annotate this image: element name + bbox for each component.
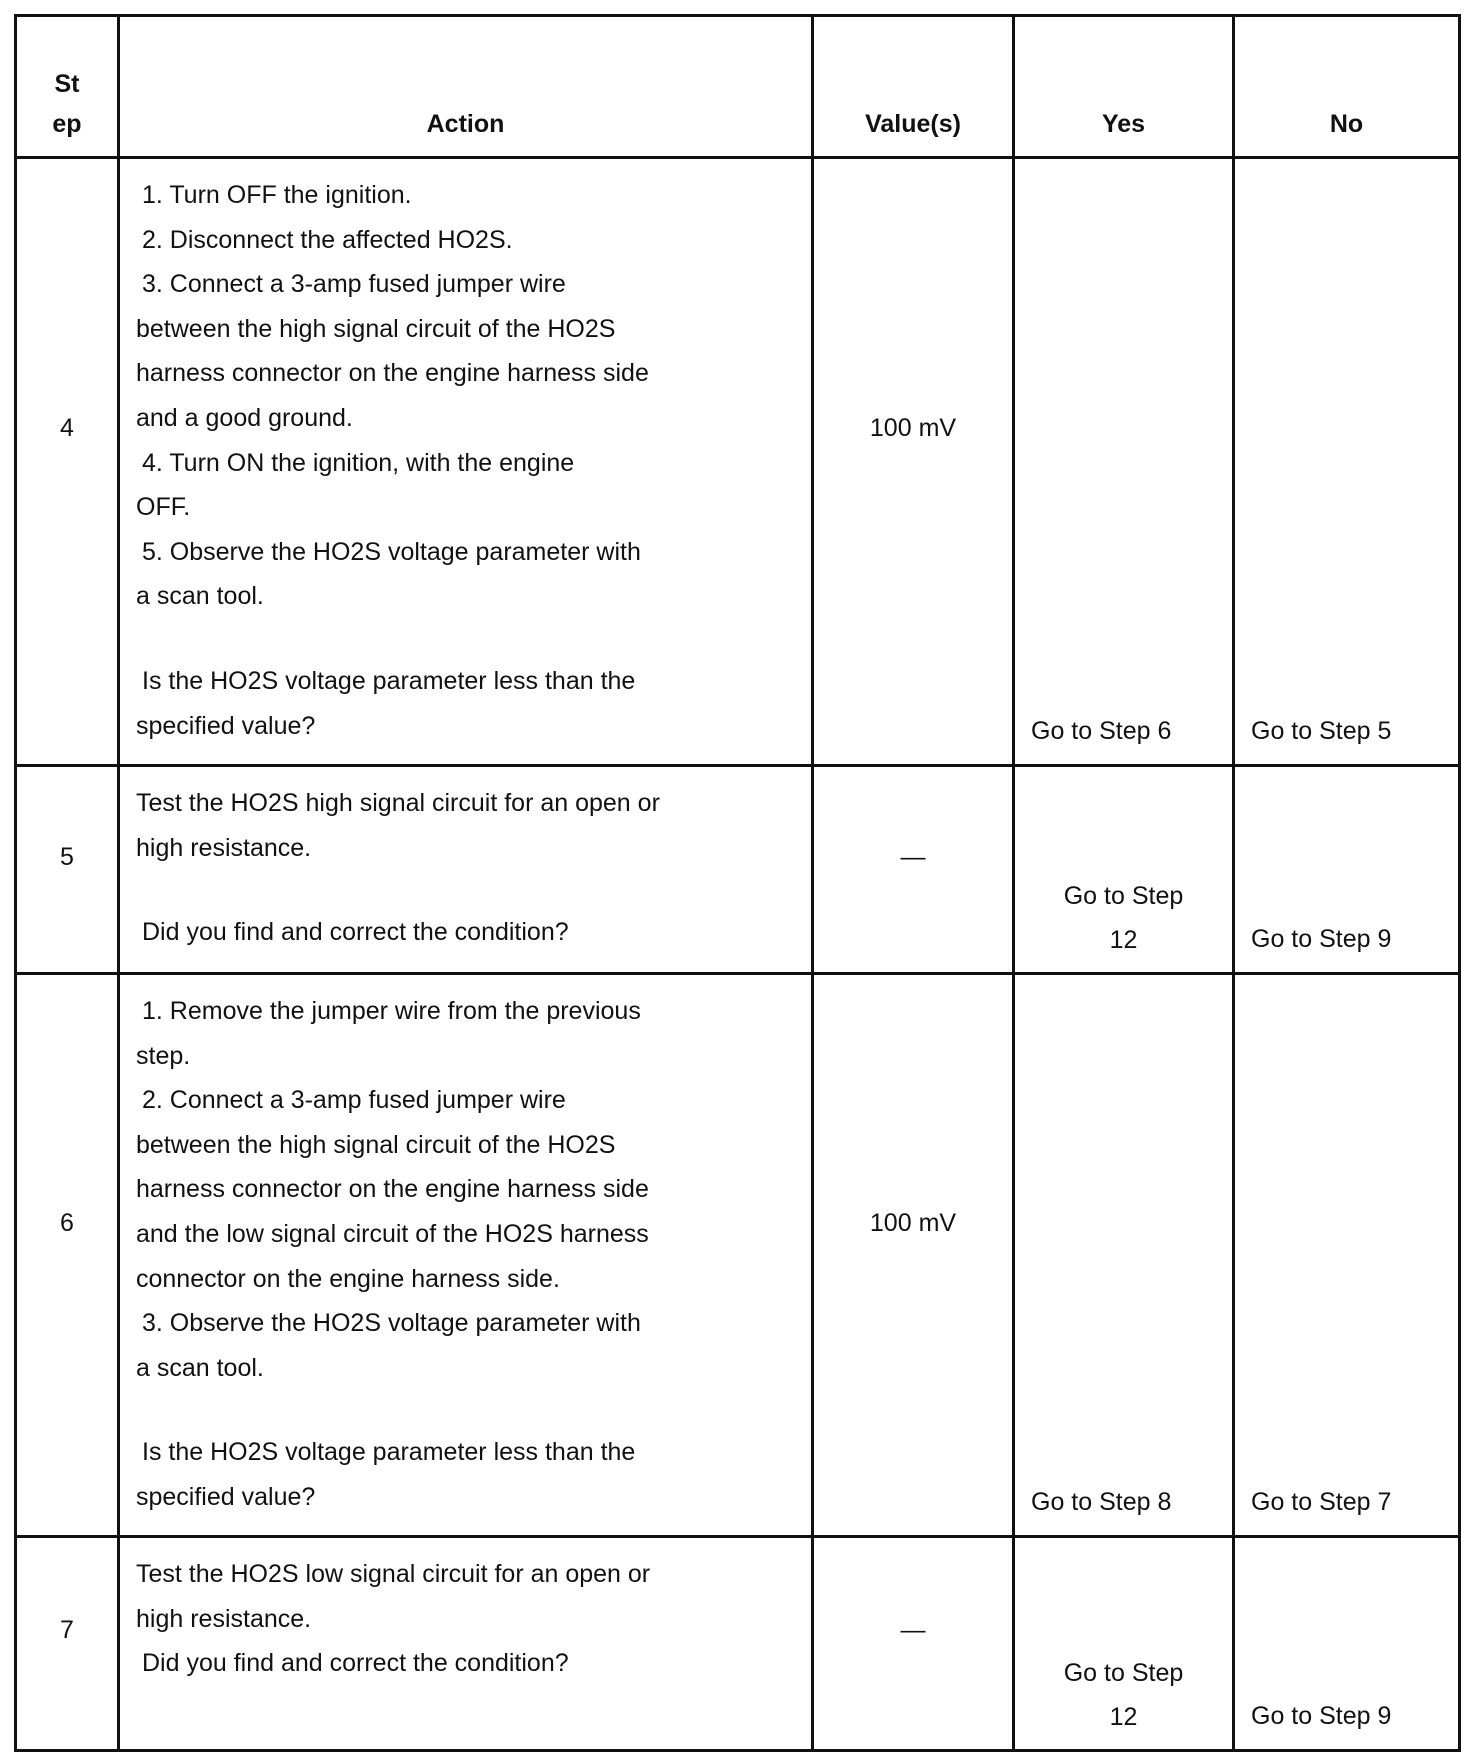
step-number: 7 — [60, 1616, 74, 1644]
step-number: 5 — [60, 843, 74, 871]
step-number: 6 — [60, 1209, 74, 1237]
value-cell — [813, 158, 1014, 766]
action-line: connector on the engine harness side. — [136, 1264, 560, 1293]
value-cell — [813, 766, 1014, 974]
yes-link[interactable] — [1015, 874, 1232, 962]
no-cell — [1234, 766, 1460, 974]
action-line: 2. Connect a 3-amp fused jumper wire — [142, 1086, 566, 1115]
yes-cell — [1014, 1537, 1234, 1751]
step-cell — [16, 1537, 119, 1751]
action-line: step. — [136, 1041, 191, 1070]
yes-link[interactable]: Go to Step 8 — [1031, 1488, 1172, 1517]
table-row — [16, 766, 1460, 974]
action-cell — [119, 1537, 813, 1751]
value-cell — [813, 974, 1014, 1537]
action-line: harness connector on the engine harness side — [136, 359, 649, 388]
action-line: harness connector on the engine harness side — [136, 1175, 649, 1204]
step-cell — [16, 766, 119, 974]
no-link[interactable]: Go to Step 5 — [1251, 717, 1392, 746]
value-text: — — [900, 1616, 926, 1644]
header-row — [16, 16, 1460, 158]
header-step: St ep — [16, 16, 119, 158]
header-values: Value(s) — [813, 16, 1014, 158]
no-cell — [1234, 158, 1460, 766]
yes-cell — [1014, 974, 1234, 1537]
action-cell — [119, 766, 813, 974]
header-yes: Yes — [1014, 16, 1234, 158]
step-cell — [16, 974, 119, 1537]
value-text: 100 mV — [869, 414, 957, 442]
action-line: and a good ground. — [136, 403, 353, 432]
table-row — [16, 158, 1460, 766]
action-line: 1. Turn OFF the ignition. — [142, 181, 412, 209]
action-line: Test the HO2S low signal circuit for an open or — [136, 1560, 651, 1588]
yes-link-line: Go to Step — [1063, 1659, 1184, 1687]
value-text: 100 mV — [869, 1209, 957, 1237]
value-text: — — [900, 843, 926, 871]
action-line: 2. Disconnect the affected HO2S. — [142, 225, 513, 254]
question-line: Did you find and correct the condition? — [142, 918, 569, 947]
question-line: Did you find and correct the condition? — [142, 1649, 569, 1678]
question-line: specified value? — [136, 1482, 316, 1511]
question-line: specified value? — [136, 711, 316, 740]
step-cell — [16, 158, 119, 766]
question-line: Is the HO2S voltage parameter less than the — [142, 1438, 636, 1467]
table-row — [16, 1537, 1460, 1751]
yes-link[interactable] — [1015, 1651, 1232, 1739]
action-line: and the low signal circuit of the HO2S harness — [136, 1219, 649, 1248]
value-cell — [813, 1537, 1014, 1751]
question-line: Is the HO2S voltage parameter less than the — [142, 666, 636, 695]
action-line: 5. Observe the HO2S voltage parameter with — [142, 537, 641, 566]
action-line: 1. Remove the jumper wire from the previous — [142, 997, 641, 1025]
action-line: high resistance. — [136, 1604, 312, 1633]
no-cell — [1234, 1537, 1460, 1751]
yes-link-line: Go to Step — [1063, 882, 1184, 910]
action-line: a scan tool. — [136, 582, 264, 611]
action-line: 4. Turn ON the ignition, with the engine — [142, 448, 575, 477]
action-line: high resistance. — [136, 833, 312, 862]
action-line: a scan tool. — [136, 1353, 264, 1382]
yes-cell — [1014, 766, 1234, 974]
yes-link-line: 12 — [1109, 1703, 1138, 1731]
no-link[interactable]: Go to Step 9 — [1251, 1702, 1392, 1731]
yes-cell — [1014, 158, 1234, 766]
action-line: between the high signal circuit of the HO2S — [136, 1130, 616, 1159]
diagnostic-table — [14, 14, 1461, 1752]
action-line: between the high signal circuit of the HO2S — [136, 314, 616, 343]
no-cell — [1234, 974, 1460, 1537]
yes-link[interactable]: Go to Step 6 — [1031, 717, 1172, 746]
action-line: Test the HO2S high signal circuit for an open or — [136, 789, 660, 817]
action-line: OFF. — [136, 493, 191, 522]
action-line: 3. Connect a 3-amp fused jumper wire — [142, 270, 566, 299]
step-number: 4 — [60, 414, 74, 442]
yes-link-line: 12 — [1109, 926, 1138, 954]
action-cell — [119, 974, 813, 1537]
no-link[interactable]: Go to Step 7 — [1251, 1488, 1392, 1517]
action-line: 3. Observe the HO2S voltage parameter with — [142, 1309, 641, 1338]
action-cell — [119, 158, 813, 766]
header-action: Action — [119, 16, 813, 158]
header-no: No — [1234, 16, 1460, 158]
no-link[interactable]: Go to Step 9 — [1251, 925, 1392, 954]
table-row — [16, 974, 1460, 1537]
